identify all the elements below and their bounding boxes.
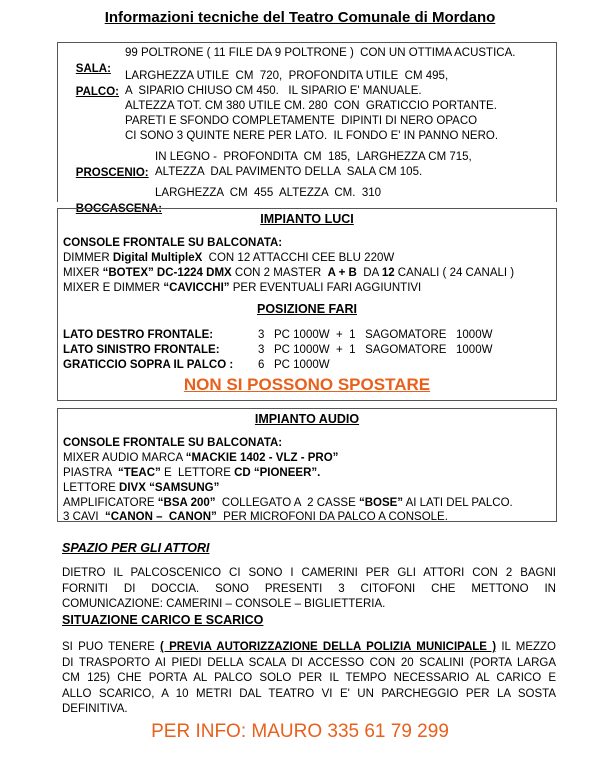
audio-amp-line: AMPLIFICATORE “BSA 200” COLLEGATO A 2 CASSE “BOSE” AI LATI DEL PALCO. xyxy=(63,497,513,509)
boccascena-label: BOCCASCENA: xyxy=(75,202,163,215)
fari-value: 3 PC 1000W + 1 SAGOMATORE 1000W xyxy=(258,329,493,341)
palco-line: CI SONO 3 QUINTE NERE PER LATO. IL FONDO E' IN PANNO NERO. xyxy=(125,130,499,142)
audio-title: IMPIANTO AUDIO xyxy=(254,412,360,426)
actors-paragraph xyxy=(62,566,556,613)
paragraph-line: SI PUO TENERE ( PREVIA AUTORIZZAZIONE DELLA POLIZIA MUNICIPALE ) IL MEZZO xyxy=(62,641,556,653)
palco-line: A SIPARIO CHIUSO CM 450. IL SIPARIO E' MANUALE. xyxy=(125,85,422,97)
palco-line: LARGHEZZA UTILE CM 720, PROFONDITA UTILE CM 495, xyxy=(125,70,449,82)
fari-name: LATO DESTRO FRONTALE: xyxy=(63,329,214,341)
lights-dimmer-line: DIMMER Digital MultipleX CON 12 ATTACCHI CEE BLU 220W xyxy=(63,252,395,264)
paragraph-line: DIETRO IL PALCOSCENICO CI SONO I CAMERINI PER GLI ATTORI CON 2 BAGNI xyxy=(62,567,556,579)
paragraph-line: DI TRASPORTO AI PIEDI DELLA SCALA DI ACCESSO CON 20 SCALINI (PORTA LARGA xyxy=(62,656,556,669)
loading-paragraph xyxy=(62,640,556,718)
lights-title: IMPIANTO LUCI xyxy=(260,212,354,226)
warning-text: NON SI POSSONO SPOSTARE xyxy=(183,375,431,394)
palco-line: PARETI E SFONDO COMPLETAMENTE DIPINTI DI NERO OPACO xyxy=(125,115,478,127)
loading-title: SITUAZIONE CARICO E SCARICO xyxy=(62,613,264,627)
actors-title: SPAZIO PER GLI ATTORI xyxy=(62,541,210,555)
fari-title: POSIZIONE FARI xyxy=(256,302,357,316)
proscenio-line: IN LEGNO - PROFONDITA CM 185, LARGHEZZA CM 715, xyxy=(155,151,472,163)
page-title: Informazioni tecniche del Teatro Comunale di Mordano xyxy=(104,9,496,26)
palco-line: ALTEZZA TOT. CM 380 UTILE CM. 280 CON GRATICCIO PORTANTE. xyxy=(125,100,497,112)
boccascena-text: LARGHEZZA CM 455 ALTEZZA CM. 310 xyxy=(155,187,382,199)
paragraph-line: COMUNICAZIONE: CAMERINI – CONSOLE – BIGLIETTERIA. xyxy=(62,598,386,610)
lights-console: CONSOLE FRONTALE SU BALCONATA: xyxy=(63,237,283,249)
lights-cavicchi-line: MIXER E DIMMER “CAVICCHI” PER EVENTUALI FARI AGGIUNTIVI xyxy=(63,282,422,294)
fari-value: 3 PC 1000W + 1 SAGOMATORE 1000W xyxy=(258,344,493,356)
audio-cables-line: 3 CAVI “CANON – CANON” PER MICROFONI DA PALCO A CONSOLE. xyxy=(63,511,448,523)
paragraph-line: ALLO SCARICO, A 10 METRI DAL TEATRO VI E' UN PARCHEGGIO PER LA SOSTA xyxy=(62,687,556,700)
sala-label: SALA: xyxy=(75,62,111,75)
audio-divx-line: LETTORE DIVX “SAMSUNG” xyxy=(63,482,220,494)
proscenio-line: ALTEZZA DAL PAVIMENTO DELLA SALA CM 105. xyxy=(155,166,423,178)
lights-box xyxy=(57,208,557,401)
palco-label: PALCO: xyxy=(75,85,120,98)
audio-box xyxy=(57,408,557,522)
audio-mixer-line: MIXER AUDIO MARCA “MACKIE 1402 - VLZ - PRO” xyxy=(63,452,339,464)
fari-value: 6 PC 1000W xyxy=(258,359,330,371)
contact-info: PER INFO: MAURO 335 61 79 299 xyxy=(151,721,449,742)
fari-name: LATO SINISTRO FRONTALE: xyxy=(63,344,220,356)
paragraph-line: CM 125) CHE PORTA AL PALCO SOLO PER IL TEMPO NECESSARIO AL CARICO E xyxy=(62,672,556,684)
stage-info-box xyxy=(57,42,557,215)
palco-row xyxy=(63,69,119,116)
audio-console: CONSOLE FRONTALE SU BALCONATA: xyxy=(63,437,283,449)
proscenio-label: PROSCENIO: xyxy=(75,166,149,179)
sala-text: 99 POLTRONE ( 11 FILE DA 9 POLTRONE ) CON UN OTTIMA ACUSTICA. xyxy=(125,47,516,59)
lights-mixer-line: MIXER “BOTEX” DC-1224 DMX CON 2 MASTER A + B DA 12 CANALI ( 24 CANALI ) xyxy=(63,267,515,279)
audio-piastra-line: PIASTRA “TEAC” E LETTORE CD “PIONEER”. xyxy=(63,467,321,479)
paragraph-line: FORNITI DI DOCCIA. SONO PRESENTI 3 CITOFONI CHE METTONO IN xyxy=(62,582,556,595)
paragraph-line: DEFINITIVA. xyxy=(62,703,128,715)
fari-name: GRATICCIO SOPRA IL PALCO : xyxy=(63,359,234,371)
